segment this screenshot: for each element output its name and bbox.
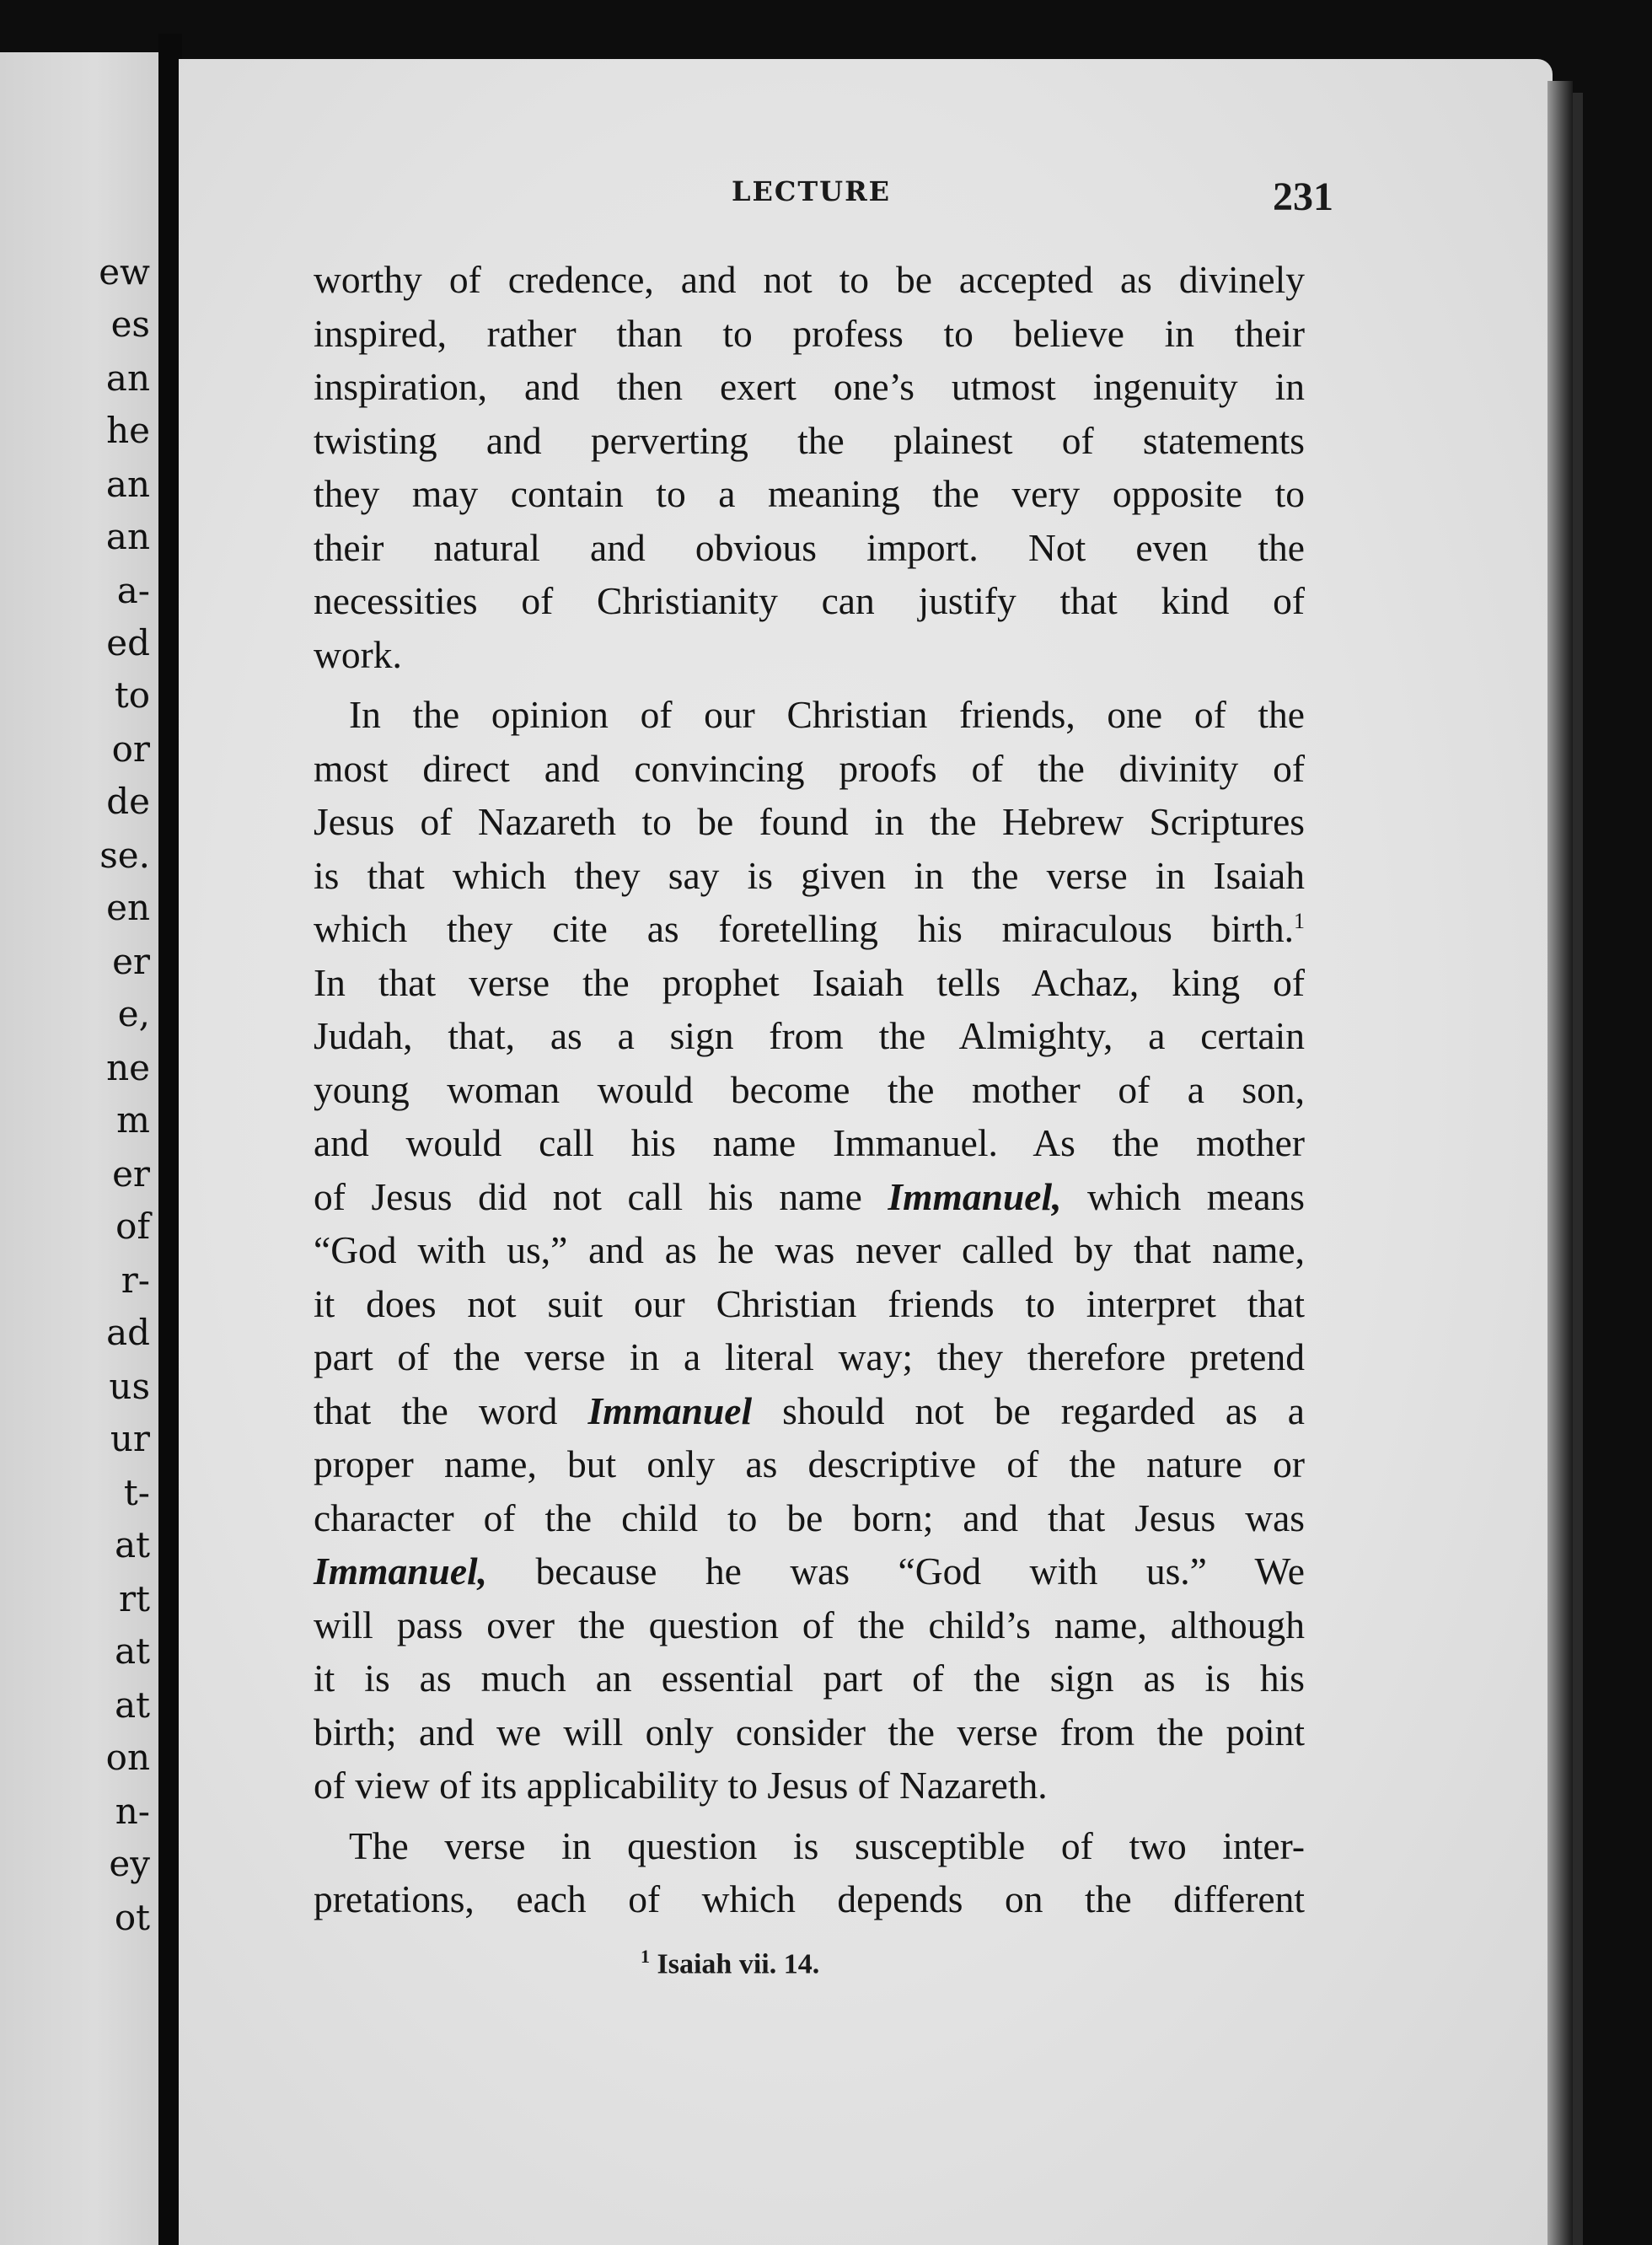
facing-fragment: er: [112, 1153, 150, 1195]
text-line: inspiration, and then exert one’s utmost ingenuity in: [314, 365, 1305, 408]
facing-fragment: en: [106, 887, 150, 928]
facing-fragment: ne: [106, 1047, 150, 1088]
text-run: because he was “God with us.” We: [487, 1549, 1305, 1592]
page-number: 231: [1273, 175, 1333, 219]
facing-fragment: se.: [99, 835, 150, 876]
facing-fragment: e,: [117, 993, 150, 1034]
italic-word: Immanuel,: [888, 1174, 1062, 1218]
text-run: should not be regarded as a: [752, 1388, 1306, 1432]
facing-fragment: ad: [106, 1312, 150, 1353]
text-line: twisting and perverting the plainest of statements: [314, 418, 1305, 462]
facing-fragment: t-: [123, 1472, 150, 1513]
facing-fragment: us: [109, 1366, 150, 1407]
facing-fragment: a-: [116, 570, 150, 611]
text-line: The verse in question is susceptible of two inter-: [349, 1823, 1305, 1867]
text-line: work.: [314, 632, 402, 676]
facing-fragment: an: [105, 516, 150, 557]
text-line: of view of its applicability to Jesus of Nazareth.: [314, 1764, 1048, 1807]
text-run: of Jesus did not call his name: [314, 1174, 888, 1218]
facing-fragment: ot: [114, 1897, 150, 1938]
facing-fragment: he: [106, 410, 150, 451]
text-line: [314, 1170, 1305, 1224]
text-line: most direct and convincing proofs of the divinity of: [314, 746, 1305, 790]
text-line: “God with us,” and as he was never called by that name,: [314, 1228, 1305, 1271]
page-edge-dark: [1573, 93, 1583, 2245]
text-line: [314, 1544, 1305, 1598]
facing-page-edge: [0, 52, 158, 2245]
footnote: [641, 1946, 819, 1980]
text-line: pretations, each of which depends on the different: [314, 1877, 1305, 1920]
facing-fragment: an: [105, 464, 150, 505]
facing-fragment: r-: [121, 1259, 150, 1301]
text-line: birth; and we will only consider the verse from the point: [314, 1710, 1305, 1754]
text-line: Judah, that, as a sign from the Almighty, a certain: [314, 1014, 1305, 1057]
text-line: is that which they say is given in the verse in Isaiah: [314, 853, 1305, 897]
text-line: Jesus of Nazareth to be found in the Hebrew Scriptures: [314, 800, 1305, 843]
text-line: and would call his name Immanuel. As the mother: [314, 1121, 1305, 1164]
facing-fragment: of: [115, 1206, 150, 1247]
text-run: which means: [1061, 1174, 1305, 1218]
text-line: inspired, rather than to profess to believe in their: [314, 311, 1305, 355]
facing-fragment: n-: [115, 1791, 150, 1832]
facing-fragment: or: [111, 728, 150, 770]
facing-fragment: m: [116, 1099, 150, 1141]
italic-word: Immanuel: [587, 1388, 753, 1432]
facing-fragment: ey: [109, 1843, 150, 1884]
text-run: that the word: [314, 1388, 588, 1432]
text-line: part of the verse in a literal way; they therefore pretend: [314, 1335, 1305, 1378]
facing-fragment: on: [105, 1737, 150, 1778]
footnote-marker: 1: [1294, 908, 1305, 933]
text-line: [314, 902, 1305, 956]
facing-fragment: ur: [110, 1418, 150, 1459]
text-line: they may contain to a meaning the very opposite to: [314, 472, 1305, 515]
text-run: which they cite as foretelling his miraculous birth.: [314, 907, 1294, 950]
text-line: In the opinion of our Christian friends, one of the: [349, 693, 1305, 736]
facing-fragment: es: [110, 303, 150, 345]
text-line: their natural and obvious import. Not even the: [314, 525, 1305, 569]
facing-fragment: an: [105, 357, 150, 399]
facing-fragment: de: [106, 781, 150, 822]
body-text: [314, 253, 1305, 1926]
facing-fragment: at: [115, 1684, 150, 1726]
text-line: necessities of Christianity can justify that kind of: [314, 579, 1305, 622]
text-line: character of the child to be born; and that Jesus was: [314, 1496, 1305, 1539]
text-line: [314, 1384, 1305, 1438]
facing-fragment: er: [112, 941, 150, 982]
text-line: it does not suit our Christian friends to interpret that: [314, 1281, 1305, 1325]
facing-fragment: ed: [106, 622, 150, 663]
facing-fragment: at: [115, 1630, 150, 1672]
text-line: young woman would become the mother of a son,: [314, 1067, 1305, 1111]
text-line: it is as much an essential part of the sign as is his: [314, 1657, 1305, 1700]
page-edge-shadow: [1547, 81, 1573, 2245]
italic-word: Immanuel,: [314, 1549, 488, 1592]
running-head: LECTURE: [732, 175, 892, 207]
facing-fragment: ew: [99, 251, 150, 293]
text-line: In that verse the prophet Isaiah tells Achaz, king of: [314, 960, 1305, 1004]
footnote-marker: 1: [641, 1946, 650, 1967]
text-line: will pass over the question of the child’s name, although: [314, 1603, 1305, 1646]
text-line: proper name, but only as descriptive of the nature or: [314, 1442, 1305, 1485]
facing-fragment: rt: [119, 1578, 150, 1619]
facing-fragment: at: [115, 1524, 150, 1566]
footnote-text: Isaiah vii. 14.: [657, 1948, 820, 1980]
facing-fragment: to: [114, 674, 150, 716]
text-line: worthy of credence, and not to be accepted as divinely: [314, 258, 1305, 301]
